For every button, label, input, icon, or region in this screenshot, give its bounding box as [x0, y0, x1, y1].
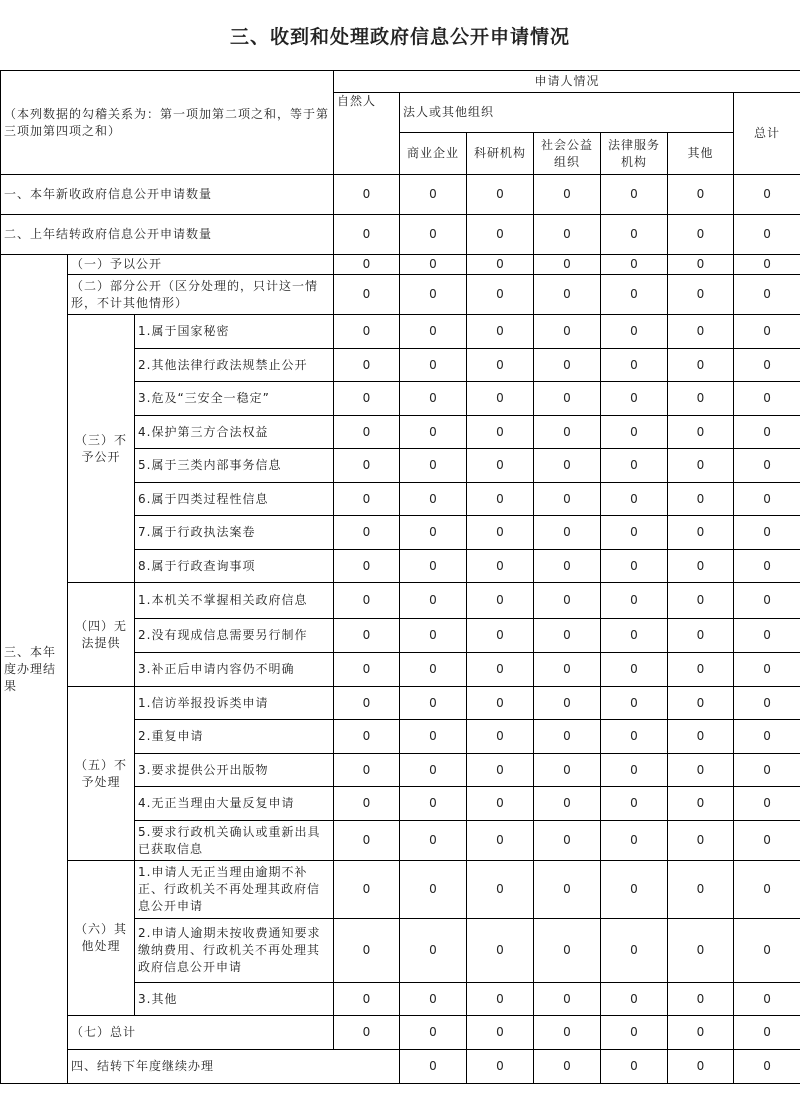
value-cell: 0	[534, 215, 601, 255]
value-cell: 0	[467, 687, 534, 720]
value-cell: 0	[467, 550, 534, 583]
value-cell: 0	[601, 275, 668, 315]
value-cell: 0	[467, 255, 534, 275]
value-cell: 0	[334, 215, 400, 255]
value-cell: 0	[601, 483, 668, 516]
item-label: 1.信访举报投诉类申请	[135, 687, 334, 720]
row-label-carried: 二、上年结转政府信息公开申请数量	[1, 215, 334, 255]
value-cell: 0	[400, 382, 467, 416]
value-cell: 0	[400, 349, 467, 382]
value-cell: 0	[601, 653, 668, 687]
value-cell: 0	[400, 754, 467, 787]
value-cell: 0	[400, 550, 467, 583]
group-label-not-handled: （五）不予处理	[68, 687, 135, 861]
value-cell: 0	[467, 821, 534, 861]
item-label: 1.本机关不掌握相关政府信息	[135, 583, 334, 619]
header-legal-service: 法律服务机构	[601, 133, 668, 175]
value-cell: 0	[534, 255, 601, 275]
value-cell: 0	[668, 619, 734, 653]
value-cell: 0	[734, 861, 800, 919]
header-research: 科研机构	[467, 133, 534, 175]
value-cell: 0	[668, 687, 734, 720]
value-cell: 0	[400, 449, 467, 483]
value-cell: 0	[467, 483, 534, 516]
value-cell: 0	[334, 275, 400, 315]
item-label: 4.保护第三方合法权益	[135, 416, 334, 449]
value-cell: 0	[400, 255, 467, 275]
value-cell: 0	[334, 483, 400, 516]
value-cell: 0	[400, 821, 467, 861]
value-cell: 0	[734, 821, 800, 861]
value-cell: 0	[400, 315, 467, 349]
value-cell: 0	[334, 550, 400, 583]
value-cell: 0	[400, 619, 467, 653]
table-row	[1, 315, 800, 349]
table-row	[1, 175, 800, 215]
value-cell: 0	[400, 175, 467, 215]
value-cell: 0	[668, 983, 734, 1016]
value-cell: 0	[467, 653, 534, 687]
value-cell: 0	[734, 516, 800, 550]
value-cell: 0	[601, 550, 668, 583]
group-label-total: （七）总计	[68, 1016, 334, 1050]
table-row	[1, 687, 800, 720]
table-row	[1, 1016, 800, 1050]
value-cell: 0	[534, 175, 601, 215]
value-cell: 0	[601, 1016, 668, 1050]
value-cell: 0	[668, 550, 734, 583]
item-label: 3.其他	[135, 983, 334, 1016]
value-cell: 0	[467, 215, 534, 255]
value-cell: 0	[668, 720, 734, 754]
value-cell: 0	[601, 349, 668, 382]
value-cell: 0	[668, 215, 734, 255]
value-cell: 0	[601, 255, 668, 275]
value-cell: 0	[668, 821, 734, 861]
value-cell: 0	[334, 787, 400, 821]
value-cell: 0	[534, 382, 601, 416]
row-label-new: 一、本年新收政府信息公开申请数量	[1, 175, 334, 215]
value-cell: 0	[534, 449, 601, 483]
value-cell: 0	[734, 483, 800, 516]
value-cell: 0	[734, 653, 800, 687]
value-cell: 0	[334, 619, 400, 653]
value-cell: 0	[534, 861, 601, 919]
value-cell: 0	[734, 983, 800, 1016]
value-cell: 0	[334, 861, 400, 919]
value-cell: 0	[534, 787, 601, 821]
value-cell: 0	[734, 1016, 800, 1050]
value-cell: 0	[534, 720, 601, 754]
value-cell: 0	[534, 483, 601, 516]
value-cell: 0	[534, 754, 601, 787]
item-label: 2.其他法律行政法规禁止公开	[135, 349, 334, 382]
value-cell: 0	[668, 255, 734, 275]
value-cell: 0	[534, 583, 601, 619]
value-cell: 0	[668, 516, 734, 550]
value-cell: 0	[601, 175, 668, 215]
value-cell: 0	[334, 315, 400, 349]
item-label: 2.申请人逾期未按收费通知要求缴纳费用、行政机关不再处理其政府信息公开申请	[135, 919, 334, 983]
value-cell: 0	[534, 1016, 601, 1050]
value-cell: 0	[668, 483, 734, 516]
value-cell: 0	[734, 754, 800, 787]
value-cell: 0	[534, 550, 601, 583]
value-cell: 0	[467, 175, 534, 215]
value-cell: 0	[534, 687, 601, 720]
item-label: 5.要求行政机关确认或重新出具已获取信息	[135, 821, 334, 861]
table-row	[1, 1050, 800, 1084]
value-cell: 0	[400, 516, 467, 550]
value-cell: 0	[467, 983, 534, 1016]
value-cell: 0	[601, 516, 668, 550]
table-row	[1, 583, 800, 619]
value-cell: 0	[467, 449, 534, 483]
group-label-partial: （二）部分公开（区分处理的，只计这一情形，不计其他情形）	[68, 275, 334, 315]
value-cell: 0	[734, 919, 800, 983]
header-note: （本列数据的勾稽关系为：第一项加第二项之和，等于第三项加第四项之和）	[1, 71, 334, 175]
value-cell: 0	[668, 449, 734, 483]
header-applicant: 申请人情况	[334, 71, 800, 93]
value-cell: 0	[734, 315, 800, 349]
value-cell: 0	[467, 754, 534, 787]
value-cell: 0	[734, 787, 800, 821]
value-cell: 0	[601, 919, 668, 983]
item-label: 5.属于三类内部事务信息	[135, 449, 334, 483]
value-cell: 0	[534, 416, 601, 449]
value-cell: 0	[601, 720, 668, 754]
value-cell: 0	[534, 315, 601, 349]
item-label: 1.申请人无正当理由逾期不补正、行政机关不再处理其政府信息公开申请	[135, 861, 334, 919]
value-cell: 0	[601, 821, 668, 861]
value-cell: 0	[334, 449, 400, 483]
group-label-unable: （四）无法提供	[68, 583, 135, 687]
value-cell: 0	[668, 583, 734, 619]
value-cell: 0	[467, 1050, 534, 1084]
value-cell: 0	[467, 720, 534, 754]
value-cell: 0	[334, 349, 400, 382]
value-cell: 0	[601, 315, 668, 349]
value-cell: 0	[334, 416, 400, 449]
value-cell: 0	[668, 175, 734, 215]
value-cell: 0	[734, 583, 800, 619]
item-label: 4.无正当理由大量反复申请	[135, 787, 334, 821]
report-table	[0, 70, 800, 1084]
value-cell: 0	[467, 315, 534, 349]
value-cell: 0	[534, 919, 601, 983]
value-cell: 0	[734, 416, 800, 449]
value-cell: 0	[734, 255, 800, 275]
value-cell: 0	[400, 483, 467, 516]
header-natural-person: 自然人	[334, 93, 400, 175]
value-cell: 0	[400, 861, 467, 919]
value-cell: 0	[734, 175, 800, 215]
value-cell: 0	[601, 754, 668, 787]
table-row	[1, 275, 800, 315]
value-cell: 0	[601, 416, 668, 449]
value-cell: 0	[334, 653, 400, 687]
item-label: 8.属于行政查询事项	[135, 550, 334, 583]
value-cell: 0	[334, 983, 400, 1016]
value-cell: 0	[534, 653, 601, 687]
value-cell: 0	[334, 175, 400, 215]
value-cell: 0	[534, 619, 601, 653]
value-cell: 0	[400, 983, 467, 1016]
value-cell: 0	[400, 720, 467, 754]
value-cell: 0	[334, 516, 400, 550]
value-cell: 0	[334, 720, 400, 754]
value-cell: 0	[400, 687, 467, 720]
value-cell: 0	[467, 861, 534, 919]
value-cell: 0	[734, 215, 800, 255]
value-cell: 0	[534, 821, 601, 861]
item-label: 1.属于国家秘密	[135, 315, 334, 349]
value-cell: 0	[400, 1050, 467, 1084]
value-cell: 0	[400, 1016, 467, 1050]
value-cell: 0	[467, 619, 534, 653]
value-cell: 0	[601, 861, 668, 919]
value-cell: 0	[734, 720, 800, 754]
value-cell: 0	[334, 255, 400, 275]
item-label: 2.重复申请	[135, 720, 334, 754]
table-row	[1, 861, 800, 919]
header-total: 总计	[734, 93, 800, 175]
value-cell: 0	[334, 1016, 400, 1050]
value-cell: 0	[668, 349, 734, 382]
table-row	[1, 255, 800, 275]
value-cell: 0	[534, 275, 601, 315]
value-cell: 0	[334, 754, 400, 787]
value-cell: 0	[334, 919, 400, 983]
value-cell: 0	[334, 687, 400, 720]
value-cell: 0	[467, 349, 534, 382]
value-cell: 0	[534, 1050, 601, 1084]
value-cell: 0	[467, 583, 534, 619]
value-cell: 0	[668, 315, 734, 349]
value-cell: 0	[668, 787, 734, 821]
value-cell: 0	[668, 416, 734, 449]
value-cell: 0	[467, 382, 534, 416]
value-cell: 0	[734, 382, 800, 416]
page-title: 三、收到和处理政府信息公开申请情况	[229, 25, 570, 48]
value-cell: 0	[601, 382, 668, 416]
value-cell: 0	[601, 583, 668, 619]
value-cell: 0	[467, 787, 534, 821]
value-cell: 0	[400, 787, 467, 821]
value-cell: 0	[601, 687, 668, 720]
value-cell: 0	[734, 550, 800, 583]
value-cell: 0	[534, 516, 601, 550]
value-cell: 0	[734, 275, 800, 315]
value-cell: 0	[467, 275, 534, 315]
value-cell: 0	[400, 653, 467, 687]
value-cell: 0	[734, 1050, 800, 1084]
group-label-other: （六）其他处理	[68, 861, 135, 1016]
table-row	[1, 215, 800, 255]
value-cell: 0	[534, 983, 601, 1016]
value-cell: 0	[734, 619, 800, 653]
item-label: 3.要求提供公开出版物	[135, 754, 334, 787]
value-cell: 0	[601, 619, 668, 653]
value-cell: 0	[668, 653, 734, 687]
item-label: 2.没有现成信息需要另行制作	[135, 619, 334, 653]
value-cell: 0	[668, 1050, 734, 1084]
item-label: 3.补正后申请内容仍不明确	[135, 653, 334, 687]
item-label: 7.属于行政执法案卷	[135, 516, 334, 550]
value-cell: 0	[400, 416, 467, 449]
row-label-next-year: 四、结转下年度继续办理	[68, 1050, 400, 1084]
value-cell: 0	[467, 516, 534, 550]
value-cell: 0	[668, 382, 734, 416]
value-cell: 0	[534, 349, 601, 382]
value-cell: 0	[734, 349, 800, 382]
value-cell: 0	[334, 821, 400, 861]
value-cell: 0	[601, 787, 668, 821]
value-cell: 0	[734, 687, 800, 720]
group-label-not-public: （三）不予公开	[68, 315, 135, 583]
value-cell: 0	[467, 1016, 534, 1050]
value-cell: 0	[400, 215, 467, 255]
value-cell: 0	[400, 275, 467, 315]
row-label-results: 三、本年度办理结果	[1, 255, 68, 1084]
value-cell: 0	[668, 861, 734, 919]
value-cell: 0	[467, 919, 534, 983]
group-label-public: （一）予以公开	[68, 255, 334, 275]
value-cell: 0	[400, 583, 467, 619]
value-cell: 0	[334, 583, 400, 619]
value-cell: 0	[467, 416, 534, 449]
value-cell: 0	[668, 919, 734, 983]
value-cell: 0	[668, 754, 734, 787]
item-label: 6.属于四类过程性信息	[135, 483, 334, 516]
value-cell: 0	[601, 215, 668, 255]
value-cell: 0	[334, 382, 400, 416]
value-cell: 0	[400, 919, 467, 983]
value-cell: 0	[668, 275, 734, 315]
header-other: 其他	[668, 133, 734, 175]
value-cell: 0	[668, 1016, 734, 1050]
value-cell: 0	[734, 449, 800, 483]
value-cell: 0	[601, 449, 668, 483]
value-cell: 0	[601, 1050, 668, 1084]
item-label: 3.危及“三安全一稳定”	[135, 382, 334, 416]
header-social: 社会公益组织	[534, 133, 601, 175]
value-cell: 0	[601, 983, 668, 1016]
header-legal-org: 法人或其他组织	[400, 93, 734, 133]
header-business: 商业企业	[400, 133, 467, 175]
